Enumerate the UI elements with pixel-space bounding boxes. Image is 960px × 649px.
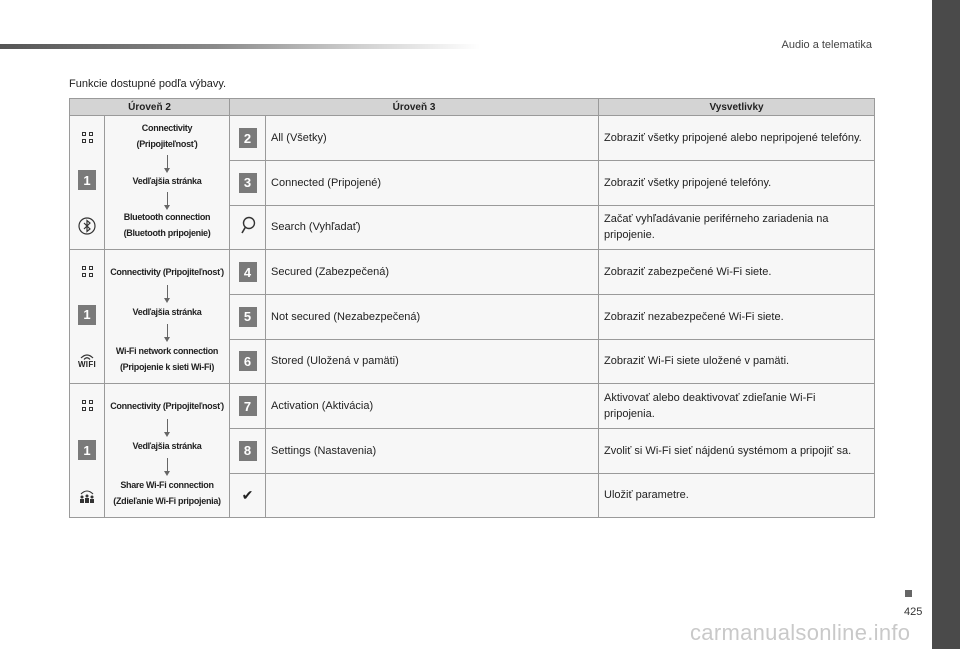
grid-icon <box>82 132 93 143</box>
level2-bluetooth <box>105 116 230 250</box>
level2-text: Vedľajšia stránka <box>132 175 202 186</box>
level2-share-wifi <box>105 384 230 518</box>
number-badge: 5 <box>239 307 257 327</box>
table-row <box>70 116 875 161</box>
level2-text: Wi-Fi network connection <box>115 346 219 356</box>
number-badge: 6 <box>239 351 257 371</box>
level2-text: Share Wi-Fi connection <box>120 480 214 490</box>
level2-text: (Pripojiteľnosť) <box>136 139 198 149</box>
level2-text: Bluetooth connection <box>123 212 211 222</box>
option-label: Settings (Nastavenia) <box>266 429 599 473</box>
group-icons-wifi <box>70 250 105 384</box>
function-table <box>69 98 875 518</box>
grid-icon <box>82 400 93 411</box>
header-gradient-bar <box>0 44 480 49</box>
bluetooth-icon <box>78 217 96 235</box>
number-badge: 1 <box>78 305 96 325</box>
header-notes: Vysvetlivky <box>599 99 875 116</box>
number-badge: 7 <box>239 396 257 416</box>
option-label: Not secured (Nezabezpečená) <box>266 295 599 339</box>
option-description: Zobraziť Wi-Fi siete uložené v pamäti. <box>599 339 875 383</box>
level2-text: Vedľajšia stránka <box>132 306 202 317</box>
number-badge: 3 <box>239 173 257 193</box>
option-description: Zvoliť si Wi-Fi sieť nájdenú systémom a pripojiť sa. <box>599 429 875 473</box>
number-badge: 8 <box>239 441 257 461</box>
level2-text: (Zdieľanie Wi-Fi pripojenia) <box>113 496 221 506</box>
arrow-down-icon <box>167 192 168 206</box>
number-badge: 4 <box>239 262 257 282</box>
search-icon <box>240 216 256 236</box>
option-label: Stored (Uložená v pamäti) <box>266 339 599 383</box>
table-row <box>70 250 875 295</box>
number-badge: 1 <box>78 440 96 460</box>
checkmark-icon: ✔ <box>241 486 254 503</box>
side-strip <box>932 0 960 649</box>
watermark: carmanualsonline.info <box>690 620 911 645</box>
section-title: Audio a telematika <box>781 39 872 51</box>
arrow-down-icon <box>167 458 168 472</box>
option-label: Activation (Aktivácia) <box>266 384 599 429</box>
level2-text: Vedľajšia stránka <box>132 440 202 451</box>
level2-wifi <box>105 250 230 384</box>
number-badge: 1 <box>78 170 96 190</box>
option-label: Search (Vyhľadať) <box>266 205 599 249</box>
wifi-label: WIFI <box>77 360 97 369</box>
share-wifi-icon <box>78 489 96 503</box>
level2-text: (Bluetooth pripojenie) <box>123 228 211 238</box>
group-icons-hotspot <box>70 384 105 518</box>
option-description: Uložiť parametre. <box>599 473 875 517</box>
option-description: Aktivovať alebo deaktivovať zdieľanie Wi-Fi pripojenia. <box>599 384 875 429</box>
option-description: Zobraziť nezabezpečené Wi-Fi siete. <box>599 295 875 339</box>
page-number: 425 <box>904 606 923 618</box>
option-description: Zobraziť zabezpečené Wi-Fi siete. <box>599 250 875 295</box>
arrow-down-icon <box>167 324 168 338</box>
group-icons-bluetooth <box>70 116 105 250</box>
wifi-icon <box>78 352 96 369</box>
level2-text: Connectivity <box>141 123 193 133</box>
option-label <box>266 473 599 517</box>
arrow-down-icon <box>167 155 168 169</box>
level2-text: Connectivity (Pripojiteľnosť) <box>110 401 224 411</box>
number-badge: 2 <box>239 128 257 148</box>
page-marker <box>905 590 912 597</box>
header-level2: Úroveň 2 <box>70 99 230 116</box>
option-label: All (Všetky) <box>266 116 599 161</box>
table-header-row <box>70 99 875 116</box>
intro-text: Funkcie dostupné podľa výbavy. <box>69 78 227 90</box>
level2-text: (Pripojenie k sieti Wi-Fi) <box>119 362 215 372</box>
option-label: Connected (Pripojené) <box>266 161 599 205</box>
arrow-down-icon <box>167 285 168 299</box>
arrow-down-icon <box>167 419 168 433</box>
option-description: Zobraziť všetky pripojené telefóny. <box>599 161 875 205</box>
level2-text: Connectivity (Pripojiteľnosť) <box>110 267 224 277</box>
option-description: Začať vyhľadávanie periférneho zariadenia na pripojenie. <box>599 205 875 249</box>
option-description: Zobraziť všetky pripojené alebo nepripojené telefóny. <box>599 116 875 161</box>
option-label: Secured (Zabezpečená) <box>266 250 599 295</box>
grid-icon <box>82 266 93 277</box>
table-row <box>70 384 875 429</box>
header-level3: Úroveň 3 <box>230 99 599 116</box>
